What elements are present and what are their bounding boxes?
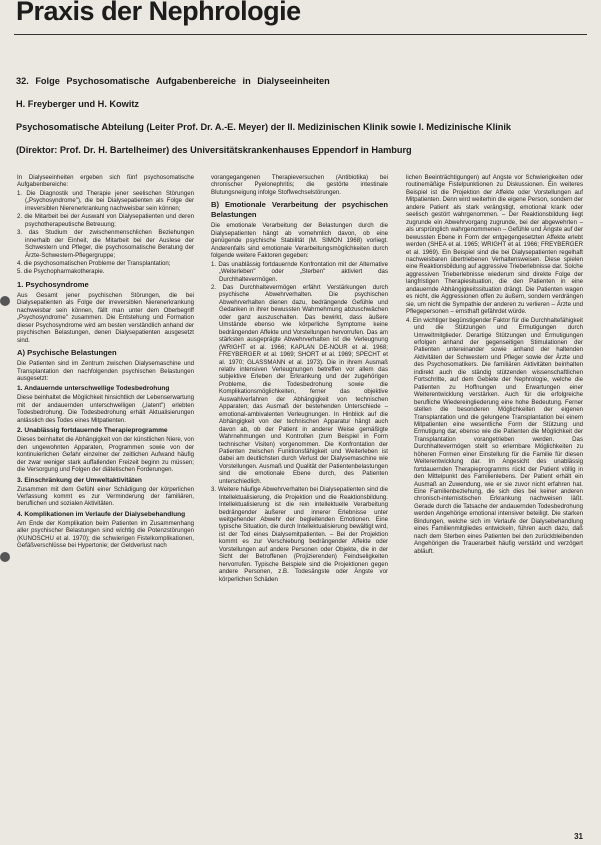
paragraph: vorangegangenen Therapieversuchen (Antibiotika) bei chronischer Pyelonephritis; die gestörte intestinale Blutungsneigung infolge Stoffwechselstörungen. bbox=[211, 174, 388, 196]
series-line: 32. Folge Psychosomatische Aufgabenbereiche in Dialyseeinheiten bbox=[16, 76, 330, 86]
list-item: 1. Die Diagnostik und Therapie jener seelischen Störungen („Psychosyndrome"), die bei Dialysepatienten als Folge der irreversiblen Nierenerkrankung nachweisbar sein können; bbox=[17, 189, 194, 212]
list-item: 2. Das Durchhaltevermögen erfährt Verstärkungen durch psychische Abwehrverhalten. Die psychischen Abwehrverhalten dienen dazu, bedrängende Gefühle und Gedanken in ihrer bewussten Wahrnehmung abzuschwächen oder ganz auszuschalten. Das bewirkt, dass äußere Umstände ebenso wie körperliche Symptome keine bedrängenden Affekte und Vorstellungen hervorrufen. Das am stärksten ausgeprägte Abwehrverhalten ist die Verleugnung (WRIGHT et al. 1966; KAPLAN DE-NOUR et al. 1968; FREYBERGER et al. 1969; SHORT et al. 1969; SPECHT et al. 1970; GLASSMANN et al. 1973). Die in ihrem Ausmaß relativ intensiven Verleugnungen betreffen vor allem das subjektive Erleben der Erkrankung und der zugehörigen Probleme, die Todesbedrohung sowie die Komplikationsmöglichkeiten, ferner das objektive Auswahlverfahren der Abhängigkeit von technischen Apparaten; das Ausmaß der bestehenden Unterschiede – emotional-ambivalenten Verleugnungen. In Hinblick auf die Abhängigkeit von der technischen Apparatur hängt auch davon ab, ob der Patient in anderer Weise gemäßigte Wahrnehmungen und Kontrollen (zum Beispiel in Form technischer Visiten) vorgenommen. Die Konfrontation der Patienten zwischen Funktionsfähigkeit und Weiterleben ist dabei am deutlichsten durch Verlust der Dialysemaschine wie Vorstellungen. Ausmaß und Qualität der Patientenbelastungen sind die emotionale Ebene durch, des Patienten unterschiedlich. bbox=[211, 283, 388, 485]
list-item: 5. die Psychopharmakotherapie. bbox=[17, 268, 105, 276]
list-item: 3. Weitere häufige Abwehrverhalten bei Dialysepatienten sind die Intellektualisierung, die Projektion und die Reaktionsbildung. Intellektualisierung ist die rein intellektuelle Verarbeitung bedrängender äußerer und innerer Erlebnisse unter weitgehender Abwehr der begleitenden Emotionen. Eine typische Situation, die durch Intellektualisierung bewältigt wird, ist der Tod eines Dialysemitpatienten. – Bei der Projektion kommt es zur Verschiebung bedrängender Affekte oder Vorstellungen auf andere Personen oder Objekte, die in der Sicht der Betroffenen (Projizierenden) Feindseligkeiten hervorrufen. Typische Beispiele sind die Projektionen gegen andere Personen, z.B. Todesängste oder Ängste vor körperlichen Schäden bbox=[211, 486, 388, 583]
journal-title: Praxis der Nephrologie bbox=[16, 0, 301, 26]
list-item: 3. das Studium der zwischenmenschlichen Beziehungen innerhalb der Einheit, die Mitarbeit bei der Auslese der Schwestern und Pfleger, die psychosomatische Beratung der Ärzte-Schwestern-Pflegergruppe; bbox=[17, 229, 194, 259]
article-body bbox=[17, 174, 585, 814]
subsection-heading: 3. Einschränkung der Umweltaktivitäten bbox=[17, 476, 142, 484]
subsection-heading: 2. Unablässig fortdauernde Therapieprogramme bbox=[17, 427, 168, 435]
subsection-heading: 1. Andauernde unterschwellige Todesbedrohung bbox=[17, 385, 170, 393]
subsection-heading: 4. Komplikationen im Verlaufe der Dialysebehandlung bbox=[17, 510, 186, 518]
column-3 bbox=[406, 174, 583, 814]
authors: H. Freyberger und H. Kowitz bbox=[16, 99, 140, 109]
paragraph: Zusammen mit dem Gefühl einer Schädigung der körperlichen Verfassung kommt es zur Verminderung der familiären, beruflichen und sozialen Aktivitäten. bbox=[17, 485, 194, 508]
paragraph: Dieses beinhaltet die Abhängigkeit von der künstlichen Niere, von den ungewohnten Apparaten, Programmen sowie von der kontinuierlichen Gefahr einzelner der zeitlichen Aufwand häufig der zwar weniger stark auffallenden Freizeit beginn zu müssen; die Versorgung und Folgen der diätetischen Forderungen. bbox=[17, 436, 194, 474]
page-number: 31 bbox=[574, 832, 583, 841]
list-item: 4. Ein wichtiger begünstigender Faktor für die Durchhaltefähigkeit und die Stützungen und Ermutigungen durch Umweltmitglieder. Derartige Stützungen und Ermutigungen erfolgen anhand der gegenseitigen Stimulationen der Patienten untereinander sowie anhand der haltenden Aktivitäten der Schwestern und Pfleger sowie der Ärzte und des Psychosomatikers. Die familiären Aktivitäten beinhalten indirekt auch die ständig stützenden wissenschaftlichen Fortschritte, auf dem Gebiete der Nephrologie, welche die Patienten zu Hoffnungen und Erwartungen einer Weiterentwicklung verstärken. Auch für die erfolgreiche berufliche Wiedereingliederung eine hohe Bedeutung. Ferner stellen die besonderen Möglichkeiten der eigenen Transplantation und die gelungene Transplantation bei einem Mitpatienten eine wesentliche Form der Stützung und Ermutigung dar, ebenso wie die Patienten die Möglichkeit der Transplantation vorangetrieben werden. Das Durchhaltevermögen stellt so erlernbare Möglichkeiten zu höheren Formen einer Einstellung für die Familie für diesen Weiterentwicklung dar. Im Angesicht des unablässig fortdauernden Therapieprogramms rückt der Patient völlig in den Mittelpunkt des Familienlebens. Der Patient erhält ein Ausmaß an Zuwendung, wie er sie zuvor nicht erfahren hat. Eine Familienbeziehung, die sich dies bei keiner anderen chronisch-internistischen Erkrankung nachweisen läßt. Gerade durch die Tatsache der andauernden Todesbedrohung werden Angehörige emotional intensiver beteiligt. Die starken Bindungen, welche sich im Verlaufe der Dialysebehandlung eines Familienmitgliedes entwickeln, führen auch dazu, daß nach dem Sterben eines Patienten bei den zurückbleibenden Angehörigen die Trauerarbeit häufig verstärkt und verzögert abläuft. bbox=[406, 316, 583, 555]
list-item: 2. die Mitarbeit bei der Auswahl von Dialysepatienten und deren psychotherapeutische Betreuung; bbox=[17, 213, 194, 228]
affiliation-line-1: Psychosomatische Abteilung (Leiter Prof. Dr. A.-E. Meyer) der II. Medizinischen Klinik sowie I. Medizinische Klinik bbox=[16, 122, 512, 132]
intro-paragraph: In Dialyseeinheiten ergeben sich fünf psychosomatische Aufgabenbereiche: bbox=[17, 174, 194, 189]
section-heading: B) Emotionale Verarbeitung der psychischen Belastungen bbox=[211, 200, 388, 220]
paragraph: Aus Gesamt jener psychischen Störungen, die bei Dialysepatienten als Folge der irreversiblen Nierenerkrankung nachweisbar sein können, fällt man unter dem Oberbegriff „Psychosyndrome" zusammen. Die Entstehung und Formation dieser Psychosyndrome wird am besten verständlich anhand der psychischen Belastungen, denen Dialysepatienten ausgesetzt sind. bbox=[17, 291, 194, 344]
paragraph: lichen Beeinträchtigungen) auf Ängste vor Schwierigkeiten oder routinemäßige Fistelpunktionen zu Diskussionen. Ein weiteres Beispiel ist die Projektion der Affekte oder Vorstellungen auf Mitpatienten. Denn wird weiterhin die eigene Person, sondern der andere Patient als stark verängstigt, emotional krank oder seelisch gestört wahrgenommen. – Der Reaktionsbildung liegt zugrunde ein Abwehrvorgang zugrunde, bei der abgewehrten – als ursprünglich wahrgenommenen – Gefühle und Ängste auf der bewussten Ebene in Form der entgegengesetzten Affekte erlebt werden (SHEA et al. 1965; WRIGHT et al. 1966; FREYBERGER et al. 1969). Ein Beispiel sind die bei Dialysepatienten regelhaft nachweisbaren übertriebenen Verhaltensweisen. Diese spielen eine Reaktionsbildung auf aggressive Trieberlebnisse dar. Solche aggressiven Trieberlebnisse wiederum sind direkte Folge der langfristigen Therapiesituation, die den Patienten in eine andauernde Abhängigkeitssituation drängt. Die Patienten wagen es nicht, die Aggressionen offen zu äußern, sondern verdrängen sie, um nicht die Sympathie der anderen zu verlieren – Ärzte und Pflegepersonen – ernsthaft gefährdet würde. bbox=[406, 174, 583, 316]
section-heading: A) Psychische Belastungen bbox=[17, 348, 117, 358]
paragraph: Die Patienten sind im Zentrum zwischen Dialysemaschine und Transplantation den nachfolgenden psychischen Belastungen ausgesetzt: bbox=[17, 360, 194, 382]
paragraph: Diese beinhaltet die Möglichkeit hinsichtlich der Lebenserwartung mit der andauernden unterschwelligen („latent") erlebten Todesbedrohung. Die Todesbedrohung erhält Aktualisierungen anlässlich des Todes eines Mitpatienten. bbox=[17, 394, 194, 424]
binder-hole bbox=[0, 296, 10, 306]
paragraph: Die emotionale Verarbeitung der Belastungen durch die Dialysepatienten hängt ab vornehmlich davon, ob eine genügende psychische Stabilität (M. SIMON 1968) vorliegt. Anderenfalls sind emotionale Verarbeitungsmöglichkeiten durch folgende weitere Faktoren gegeben: bbox=[211, 222, 388, 260]
section-heading: 1. Psychosyndrome bbox=[17, 279, 89, 289]
paragraph: Am Ende der Komplikation beim Patienten im Zusammenhang aller psychischer Belastungen sind wichtig die Potenzstörungen (KUNOSCHU et al. 1970); die schwierigen Fistelkomplikationen, Gefäßverschlüsse bei Hypertonie; der Geldverlust nach bbox=[17, 519, 194, 550]
column-1 bbox=[17, 174, 194, 814]
title-rule bbox=[14, 34, 587, 35]
affiliation-line-2: (Direktor: Prof. Dr. H. Bartelheimer) des Universitätskrankenhauses Eppendorf in Hamburg bbox=[16, 145, 412, 155]
list-item: 1. Das unablässig fortdauernde Konfrontation mit der Alternative „Weiterleben" oder „Sterben" aktiviert das Durchhaltevermögen. bbox=[211, 260, 388, 283]
column-2 bbox=[211, 174, 388, 814]
binder-hole bbox=[0, 552, 10, 562]
list-item: 4. die psychosomatischen Probleme der Transplantation; bbox=[17, 259, 171, 267]
